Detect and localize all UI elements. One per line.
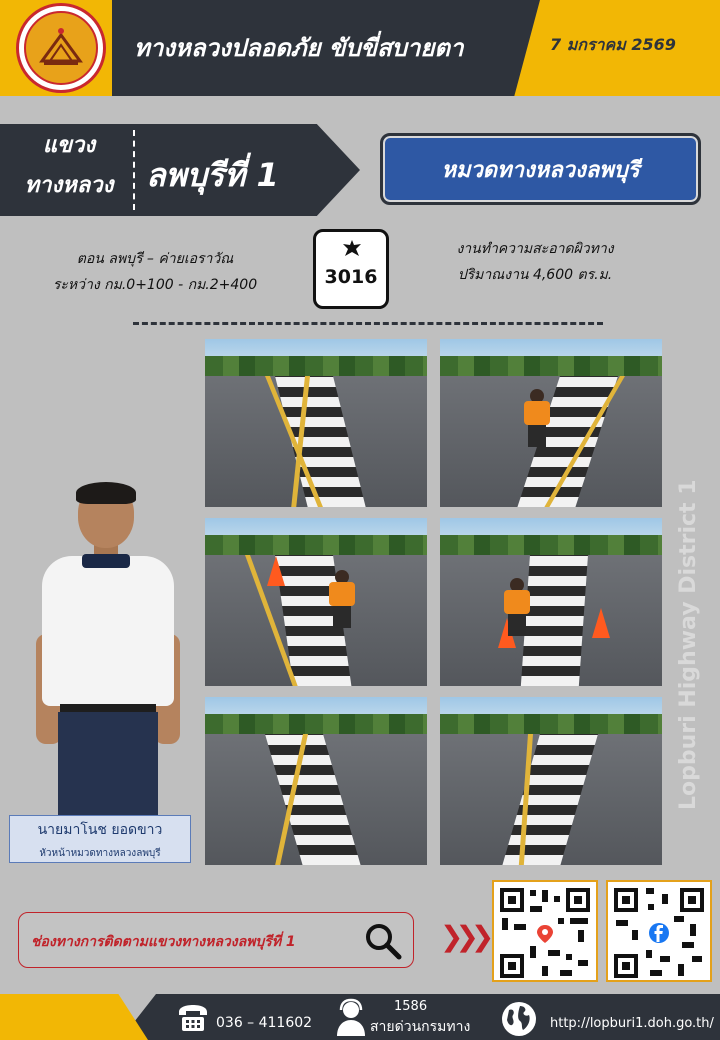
work-location — [40, 246, 270, 298]
work-photo-4 — [440, 518, 662, 686]
work-photo-1 — [205, 339, 427, 507]
hotline-number[interactable]: 1586 — [394, 999, 428, 1014]
qr-code-facebook-icon — [612, 886, 706, 980]
district-divider — [133, 130, 135, 210]
hotline-label: สายด่วนกรมทาง — [370, 1019, 471, 1035]
follow-label: ช่องทางการติดตามแขวงทางหลวงลพบุรีที่ 1 — [31, 934, 296, 950]
footer-accent — [0, 994, 148, 1040]
header-date: 7 มกราคม 2569 — [550, 35, 676, 54]
call-center-icon — [335, 998, 367, 1036]
person-name: นายมาโนช ยอดขาว — [37, 822, 163, 838]
dashed-divider — [133, 322, 603, 325]
work-photo-5 — [205, 697, 427, 865]
search-icon — [363, 921, 403, 961]
district-name: ลพบุรีที่ 1 — [146, 156, 279, 194]
footer-phone[interactable]: 036 – 411602 — [216, 1015, 313, 1031]
work-segment: ตอน ลพบุรี – ค่ายเอราวัณ — [76, 251, 234, 267]
qr-code-map[interactable] — [492, 880, 598, 982]
district-prefix-line1: แขวง — [42, 133, 96, 158]
work-range: ระหว่าง กม.0+100 - กม.2+400 — [52, 277, 258, 293]
district-prefix — [6, 126, 132, 206]
department-logo — [16, 3, 106, 93]
globe-icon — [500, 1000, 538, 1038]
work-photo-2 — [440, 339, 662, 507]
qr-code-facebook[interactable] — [606, 880, 712, 982]
chevron-right-icon: ❯❯❯ — [440, 920, 487, 953]
follow-channels-box — [18, 912, 414, 968]
footer-website-link[interactable]: http://lopburi1.doh.go.th/ — [550, 1016, 714, 1031]
person-position: หัวหน้าหมวดทางหลวงลพบุรี — [39, 848, 161, 859]
garuda-emblem-icon — [341, 238, 363, 260]
work-quantity: ปริมาณงาน 4,600 ตร.ม. — [457, 267, 613, 283]
work-photo-3 — [205, 518, 427, 686]
person-photo — [36, 484, 180, 816]
district-prefix-line2: ทางหลวง — [24, 173, 114, 198]
person-name-card — [9, 815, 191, 863]
section-label: หมวดทางหลวงลพบุรี — [380, 133, 701, 205]
qr-code-map-icon — [498, 886, 592, 980]
telephone-icon — [176, 1003, 210, 1033]
work-task: งานทำความสะอาดผิวทาง — [456, 241, 614, 257]
route-badge — [313, 229, 389, 309]
header-title: ทางหลวงปลอดภัย ขับขี่สบายตา — [134, 34, 464, 62]
route-number: 3016 — [324, 266, 378, 288]
work-photo-6 — [440, 697, 662, 865]
work-details — [430, 236, 640, 288]
district-watermark: Lopburi Highway District 1 — [676, 479, 701, 810]
